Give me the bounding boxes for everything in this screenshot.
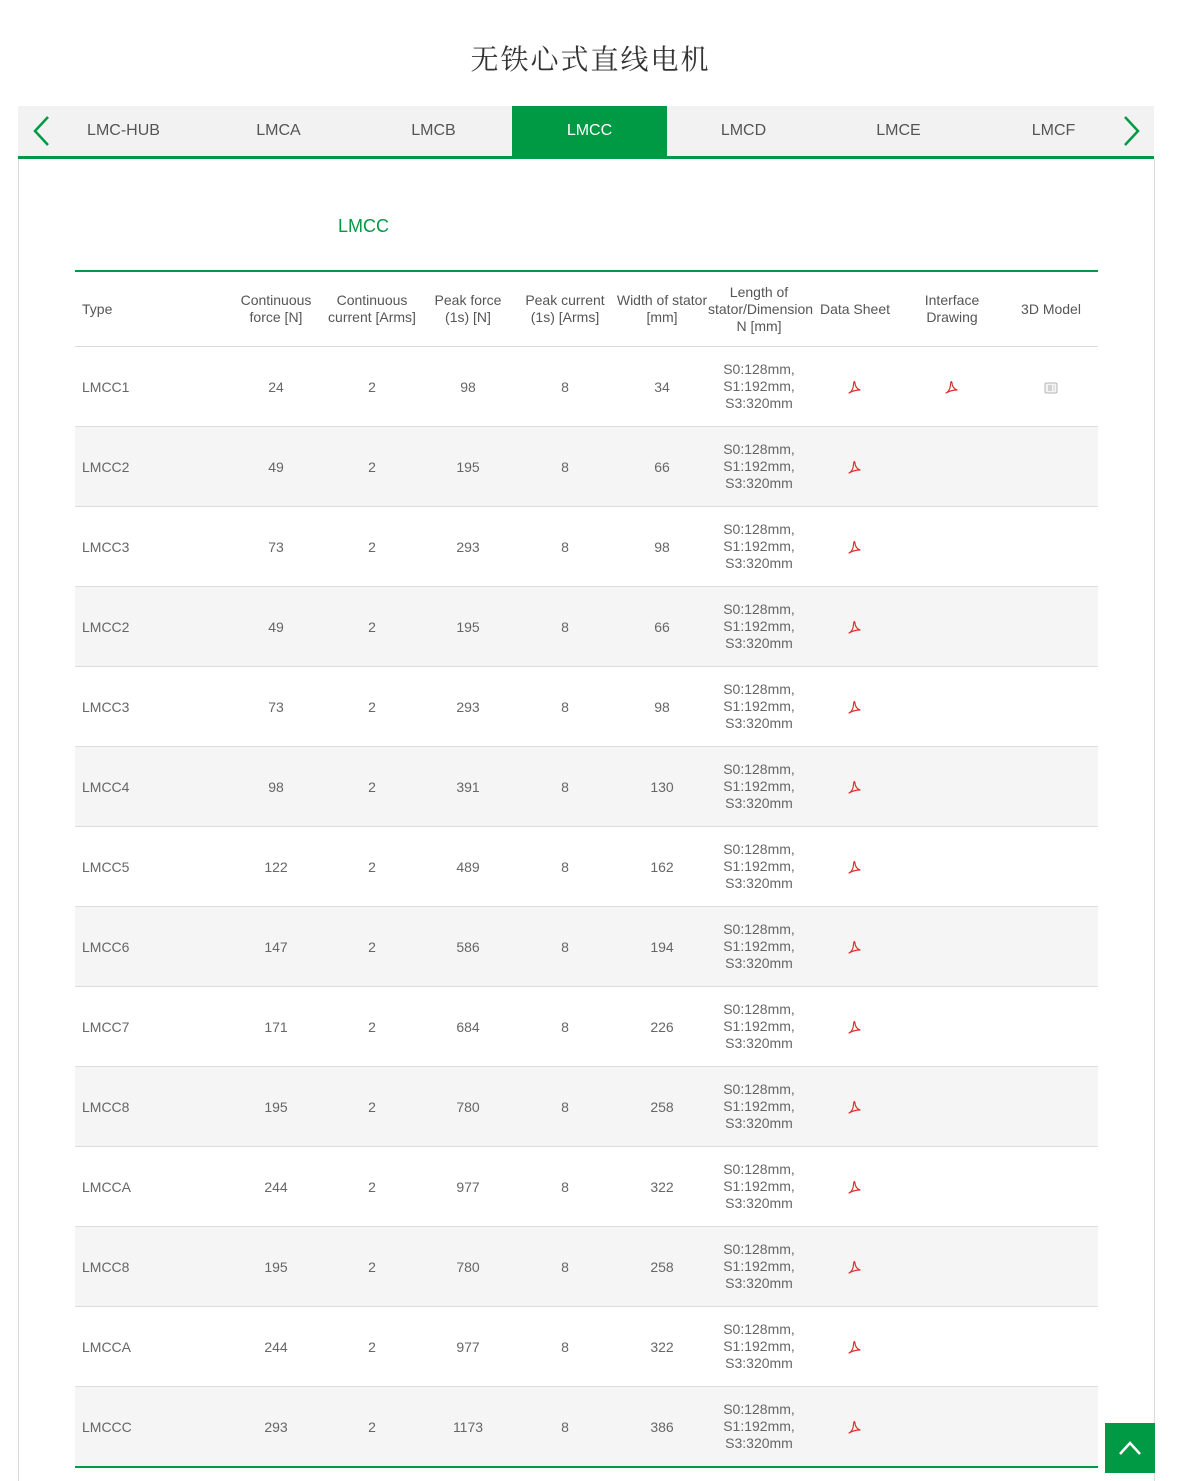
cell-cont-current: 2 — [322, 1067, 422, 1147]
cell-length: S0:128mm, S1:192mm, S3:320mm — [708, 347, 810, 427]
cell-width: 322 — [616, 1307, 708, 1387]
cell-length: S0:128mm, S1:192mm, S3:320mm — [708, 1147, 810, 1227]
pdf-icon[interactable] — [848, 701, 862, 715]
cell-cont-force: 195 — [230, 1067, 322, 1147]
pdf-icon[interactable] — [945, 381, 959, 395]
pdf-icon[interactable] — [848, 1101, 862, 1115]
header-type: Type — [75, 271, 230, 347]
cell-3d-model — [1004, 587, 1098, 667]
header-peak-current: Peak current (1s) [Arms] — [514, 271, 616, 347]
cell-length: S0:128mm, S1:192mm, S3:320mm — [708, 747, 810, 827]
cell-cont-current: 2 — [322, 667, 422, 747]
cell-peak-force: 977 — [422, 1307, 514, 1387]
cell-cont-current: 2 — [322, 427, 422, 507]
cell-width: 66 — [616, 587, 708, 667]
cell-cont-current: 2 — [322, 827, 422, 907]
table-row — [75, 1067, 1098, 1147]
cell-3d-model — [1004, 1307, 1098, 1387]
product-table — [75, 270, 1098, 1468]
pdf-icon[interactable] — [848, 461, 862, 475]
cell-3d-model — [1004, 507, 1098, 587]
cell-peak-force: 195 — [422, 587, 514, 667]
cell-interface-drawing — [900, 827, 1004, 907]
cell-type: LMCC8 — [75, 1067, 230, 1147]
cell-length: S0:128mm, S1:192mm, S3:320mm — [708, 587, 810, 667]
cell-data-sheet — [810, 747, 900, 827]
cell-length: S0:128mm, S1:192mm, S3:320mm — [708, 827, 810, 907]
cell-peak-current: 8 — [514, 1067, 616, 1147]
chevron-up-icon — [1118, 1440, 1142, 1456]
cell-peak-current: 8 — [514, 427, 616, 507]
cell-peak-current: 8 — [514, 827, 616, 907]
cell-peak-force: 1173 — [422, 1387, 514, 1468]
cell-peak-current: 8 — [514, 587, 616, 667]
cell-interface-drawing — [900, 987, 1004, 1067]
header-3d-model: 3D Model — [1004, 271, 1098, 347]
cell-cont-force: 147 — [230, 907, 322, 987]
cell-type: LMCC4 — [75, 747, 230, 827]
cell-width: 130 — [616, 747, 708, 827]
cell-interface-drawing — [900, 347, 1004, 427]
cell-peak-force: 391 — [422, 747, 514, 827]
cell-width: 258 — [616, 1227, 708, 1307]
cell-cont-current: 2 — [322, 1307, 422, 1387]
tab-next-button[interactable] — [1109, 106, 1154, 156]
cell-data-sheet — [810, 587, 900, 667]
cell-peak-current: 8 — [514, 507, 616, 587]
cell-width: 98 — [616, 507, 708, 587]
cell-width: 34 — [616, 347, 708, 427]
cell-length: S0:128mm, S1:192mm, S3:320mm — [708, 1067, 810, 1147]
cell-length: S0:128mm, S1:192mm, S3:320mm — [708, 1227, 810, 1307]
cell-cont-force: 244 — [230, 1147, 322, 1227]
cell-3d-model — [1004, 1227, 1098, 1307]
cell-peak-current: 8 — [514, 907, 616, 987]
cell-peak-current: 8 — [514, 1307, 616, 1387]
table-row — [75, 427, 1098, 507]
cell-type: LMCC5 — [75, 827, 230, 907]
3d-model-icon[interactable] — [1043, 381, 1059, 395]
cell-type: LMCC8 — [75, 1227, 230, 1307]
cell-cont-force: 49 — [230, 427, 322, 507]
cell-data-sheet — [810, 907, 900, 987]
cell-length: S0:128mm, S1:192mm, S3:320mm — [708, 427, 810, 507]
cell-data-sheet — [810, 667, 900, 747]
cell-width: 162 — [616, 827, 708, 907]
cell-cont-force: 195 — [230, 1227, 322, 1307]
cell-interface-drawing — [900, 907, 1004, 987]
cell-3d-model — [1004, 747, 1098, 827]
cell-cont-current: 2 — [322, 1147, 422, 1227]
cell-cont-force: 49 — [230, 587, 322, 667]
cell-cont-current: 2 — [322, 1227, 422, 1307]
table-row — [75, 1147, 1098, 1227]
table-row — [75, 987, 1098, 1067]
section-title: LMCC — [338, 216, 390, 236]
cell-interface-drawing — [900, 747, 1004, 827]
cell-3d-model — [1004, 667, 1098, 747]
cell-type: LMCC2 — [75, 587, 230, 667]
cell-cont-current: 2 — [322, 987, 422, 1067]
cell-cont-force: 244 — [230, 1307, 322, 1387]
table-row — [75, 1307, 1098, 1387]
cell-interface-drawing — [900, 427, 1004, 507]
pdf-icon[interactable] — [848, 781, 862, 795]
cell-peak-force: 977 — [422, 1147, 514, 1227]
cell-cont-current: 2 — [322, 507, 422, 587]
cell-type: LMCCA — [75, 1147, 230, 1227]
table-row — [75, 587, 1098, 667]
cell-peak-force: 586 — [422, 907, 514, 987]
cell-type: LMCC3 — [75, 667, 230, 747]
cell-data-sheet — [810, 347, 900, 427]
cell-interface-drawing — [900, 1067, 1004, 1147]
cell-data-sheet — [810, 507, 900, 587]
header-width: Width of stator [mm] — [616, 271, 708, 347]
pdf-icon[interactable] — [848, 1021, 862, 1035]
header-data-sheet: Data Sheet — [810, 271, 900, 347]
cell-data-sheet — [810, 1387, 900, 1468]
chevron-right-icon — [1121, 114, 1143, 148]
cell-interface-drawing — [900, 1307, 1004, 1387]
cell-interface-drawing — [900, 667, 1004, 747]
table-header-row — [75, 271, 1098, 347]
page-title: 无铁心式直线电机 — [470, 43, 711, 76]
cell-data-sheet — [810, 1307, 900, 1387]
cell-width: 258 — [616, 1067, 708, 1147]
cell-interface-drawing — [900, 587, 1004, 667]
cell-length: S0:128mm, S1:192mm, S3:320mm — [708, 667, 810, 747]
cell-data-sheet — [810, 827, 900, 907]
cell-data-sheet — [810, 1067, 900, 1147]
cell-peak-force: 293 — [422, 667, 514, 747]
tab-lmca[interactable]: LMCA — [256, 122, 301, 139]
cell-type: LMCC1 — [75, 347, 230, 427]
header-continuous-current: Continuous current [Arms] — [322, 271, 422, 347]
cell-width: 322 — [616, 1147, 708, 1227]
cell-width: 194 — [616, 907, 708, 987]
table-row — [75, 347, 1098, 427]
header-interface-drawing: Interface Drawing — [900, 271, 1004, 347]
back-to-top-button[interactable] — [1105, 1423, 1155, 1473]
cell-cont-current: 2 — [322, 907, 422, 987]
cell-3d-model — [1004, 827, 1098, 907]
cell-cont-force: 73 — [230, 507, 322, 587]
header-peak-force: Peak force (1s) [N] — [422, 271, 514, 347]
cell-width: 386 — [616, 1387, 708, 1468]
cell-length: S0:128mm, S1:192mm, S3:320mm — [708, 507, 810, 587]
cell-data-sheet — [810, 1227, 900, 1307]
cell-peak-force: 780 — [422, 1227, 514, 1307]
cell-length: S0:128mm, S1:192mm, S3:320mm — [708, 987, 810, 1067]
cell-peak-force: 98 — [422, 347, 514, 427]
cell-peak-current: 8 — [514, 987, 616, 1067]
pdf-icon[interactable] — [848, 861, 862, 875]
cell-type: LMCCC — [75, 1387, 230, 1468]
pdf-icon[interactable] — [848, 941, 862, 955]
cell-3d-model — [1004, 347, 1098, 427]
cell-interface-drawing — [900, 1147, 1004, 1227]
cell-cont-force: 98 — [230, 747, 322, 827]
cell-peak-current: 8 — [514, 1387, 616, 1468]
cell-width: 98 — [616, 667, 708, 747]
cell-3d-model — [1004, 427, 1098, 507]
cell-cont-force: 24 — [230, 347, 322, 427]
cell-length: S0:128mm, S1:192mm, S3:320mm — [708, 1387, 810, 1468]
table-body — [75, 347, 1098, 1468]
cell-interface-drawing — [900, 1227, 1004, 1307]
cell-interface-drawing — [900, 507, 1004, 587]
cell-peak-force: 684 — [422, 987, 514, 1067]
header-continuous-force: Continuous force [N] — [230, 271, 322, 347]
tab-lmc-hub[interactable]: LMC-HUB — [87, 122, 160, 139]
tab-lmce[interactable]: LMCE — [876, 122, 921, 139]
table-row — [75, 507, 1098, 587]
cell-peak-current: 8 — [514, 347, 616, 427]
cell-type: LMCCA — [75, 1307, 230, 1387]
tab-lmcb[interactable]: LMCB — [411, 122, 456, 139]
table-row — [75, 667, 1098, 747]
cell-cont-force: 122 — [230, 827, 322, 907]
tab-lmcf[interactable]: LMCF — [1031, 122, 1076, 139]
cell-3d-model — [1004, 1387, 1098, 1468]
cell-peak-current: 8 — [514, 1147, 616, 1227]
cell-cont-force: 73 — [230, 667, 322, 747]
pdf-icon[interactable] — [848, 621, 862, 635]
cell-peak-current: 8 — [514, 667, 616, 747]
cell-data-sheet — [810, 987, 900, 1067]
cell-3d-model — [1004, 907, 1098, 987]
table-row — [75, 747, 1098, 827]
cell-type: LMCC2 — [75, 427, 230, 507]
table-row — [75, 1387, 1098, 1468]
cell-cont-force: 171 — [230, 987, 322, 1067]
cell-peak-force: 293 — [422, 507, 514, 587]
pdf-icon[interactable] — [848, 1261, 862, 1275]
cell-peak-current: 8 — [514, 747, 616, 827]
cell-data-sheet — [810, 427, 900, 507]
cell-peak-force: 195 — [422, 427, 514, 507]
pdf-icon[interactable] — [848, 381, 862, 395]
cell-cont-current: 2 — [322, 587, 422, 667]
cell-type: LMCC3 — [75, 507, 230, 587]
table-row — [75, 907, 1098, 987]
tab-bar — [18, 106, 1154, 159]
pdf-icon[interactable] — [848, 1341, 862, 1355]
pdf-icon[interactable] — [848, 541, 862, 555]
cell-3d-model — [1004, 1147, 1098, 1227]
cell-length: S0:128mm, S1:192mm, S3:320mm — [708, 907, 810, 987]
tab-lmcc[interactable]: LMCC — [512, 106, 667, 156]
cell-width: 66 — [616, 427, 708, 507]
table-row — [75, 827, 1098, 907]
cell-width: 226 — [616, 987, 708, 1067]
cell-peak-force: 780 — [422, 1067, 514, 1147]
cell-3d-model — [1004, 987, 1098, 1067]
cell-type: LMCC7 — [75, 987, 230, 1067]
cell-length: S0:128mm, S1:192mm, S3:320mm — [708, 1307, 810, 1387]
cell-cont-current: 2 — [322, 347, 422, 427]
table-row — [75, 1227, 1098, 1307]
cell-cont-current: 2 — [322, 747, 422, 827]
cell-data-sheet — [810, 1147, 900, 1227]
header-length: Length of stator/Dimension N [mm] — [708, 271, 810, 347]
cell-peak-force: 489 — [422, 827, 514, 907]
cell-cont-current: 2 — [322, 1387, 422, 1468]
cell-cont-force: 293 — [230, 1387, 322, 1468]
pdf-icon[interactable] — [848, 1421, 862, 1435]
tab-lmcd[interactable]: LMCD — [720, 122, 767, 139]
pdf-icon[interactable] — [848, 1181, 862, 1195]
cell-peak-current: 8 — [514, 1227, 616, 1307]
cell-type: LMCC6 — [75, 907, 230, 987]
cell-interface-drawing — [900, 1387, 1004, 1468]
cell-3d-model — [1004, 1067, 1098, 1147]
